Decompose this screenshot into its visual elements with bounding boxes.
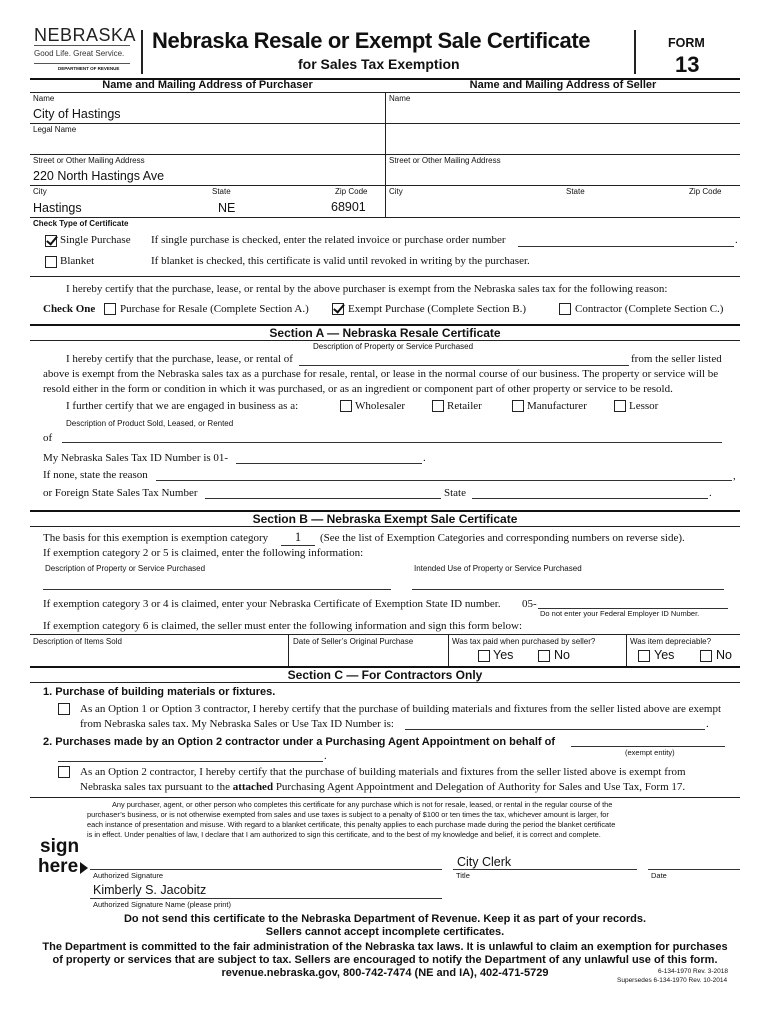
col-items-header: Description of Items Sold — [33, 637, 122, 646]
cat25-use-line[interactable] — [412, 589, 724, 590]
wholesaler-checkbox[interactable] — [340, 400, 352, 412]
blanket-text: If blanket is checked, this certificate is valid until revoked in writing by the purchaser. — [151, 255, 530, 267]
authorized-signature-line[interactable] — [90, 869, 442, 870]
tax-id-label: My Nebraska Sales Tax ID Number is 01- — [43, 452, 229, 464]
purchaser-name-field[interactable]: City of Hastings — [33, 107, 121, 121]
form-number: 13 — [675, 52, 700, 77]
fein-note: Do not enter your Federal Employer ID Number. — [540, 609, 700, 618]
form-revision: 6-134-1970 Rev. 3-2018 — [658, 968, 728, 975]
purchaser-city-label: City — [33, 187, 47, 196]
authorized-signature-label: Authorized Signature — [93, 871, 164, 880]
seller-zip-label: Zip Code — [689, 187, 722, 196]
foreign-state-label: State — [444, 487, 466, 499]
penalty-line1: Any purchaser, agent, or other person who completes this certificate for any purchase which is not for resale, leased, or rental in the regular course of the — [112, 800, 613, 809]
section-a-property-line[interactable] — [299, 365, 629, 366]
seller-name-label: Name — [389, 94, 411, 103]
exempt-option-checkbox[interactable] — [332, 303, 344, 315]
tax-paid-no-checkbox[interactable] — [538, 650, 550, 662]
title-field[interactable]: City Clerk — [457, 855, 512, 869]
printed-name-label: Authorized Signature Name (please print) — [93, 900, 231, 909]
cat25-text: If exemption category 2 or 5 is claimed, enter the following information: — [43, 547, 364, 559]
tax-id-line[interactable] — [236, 463, 422, 464]
resale-option-label: Purchase for Resale (Complete Section A.) — [120, 303, 309, 315]
of-label: of — [43, 432, 53, 444]
section-a-line2: above is exempt from the Nebraska sales tax as a purchase for resale, rental, or lease in the normal course of our business. The property or service will be — [43, 368, 719, 380]
exempt-option-label: Exempt Purchase (Complete Section B.) — [348, 303, 527, 315]
reason-line[interactable] — [156, 480, 732, 481]
section-c-p1-line1: As an Option 1 or Option 3 contractor, I hereby certify that the purchase of building materials and fixtures from the seller listed above are exempt — [80, 703, 722, 715]
reason-text: I hereby certify that the purchase, lease, or rental by the above purchaser is exempt from the Nebraska sales tax for the following reason: — [66, 283, 668, 295]
certificate-type-heading: Check Type of Certificate — [33, 219, 129, 228]
section-c-p2-line1: As an Option 2 contractor, I hereby certify that the purchase of building materials and fixtures from the seller listed above is exempt from — [80, 766, 686, 778]
wholesaler-label: Wholesaler — [355, 400, 406, 412]
retailer-label: Retailer — [447, 400, 482, 412]
tax-paid-yes-label: Yes — [493, 648, 514, 662]
page-title: Nebraska Resale or Exempt Sale Certificate — [152, 28, 591, 53]
resale-option-checkbox[interactable] — [104, 303, 116, 315]
manufacturer-label: Manufacturer — [527, 400, 587, 412]
single-purchase-label: Single Purchase — [60, 234, 131, 246]
seller-state-label: State — [566, 187, 585, 196]
section-a-title: Section A — Nebraska Resale Certificate — [269, 326, 501, 340]
footer-line4: of property or services that are subject to tax. Sellers are encouraged to notify the Department of any unlawful use of this form. — [52, 954, 718, 966]
blanket-label: Blanket — [60, 255, 95, 267]
lessor-checkbox[interactable] — [614, 400, 626, 412]
contractor-option-label: Contractor (Complete Section C.) — [575, 303, 724, 315]
basis-end: (See the list of Exemption Categories and corresponding numbers on reverse side). — [320, 532, 685, 544]
check-one-label: Check One — [43, 303, 96, 315]
product-line[interactable] — [62, 442, 722, 443]
form-supersedes: Supersedes 6-134-1970 Rev. 10-2014 — [617, 977, 728, 984]
purchaser-zip-field[interactable]: 68901 — [331, 200, 366, 214]
depreciable-no-checkbox[interactable] — [700, 650, 712, 662]
logo-name: NEBRASKA — [34, 25, 137, 45]
section-b-title: Section B — Nebraska Exempt Sale Certificate — [252, 512, 518, 526]
printed-name-field[interactable]: Kimberly S. Jacobitz — [93, 883, 207, 897]
logo-dept: DEPARTMENT OF REVENUE — [58, 66, 120, 71]
footer-line1: Do not send this certificate to the Nebraska Department of Revenue. Keep it as part of your records. — [123, 913, 646, 925]
section-a-line1-end: from the seller listed — [631, 353, 722, 365]
foreign-tax-label: or Foreign State Sales Tax Number — [43, 487, 198, 499]
tax-paid-no-label: No — [554, 648, 570, 662]
exempt-entity-line-2[interactable] — [58, 761, 323, 762]
section-a-line1-start: I hereby certify that the purchase, lease, or rental of — [66, 353, 293, 365]
col-date-header: Date of Seller’s Original Purchase — [293, 637, 414, 646]
purchaser-state-field[interactable]: NE — [218, 201, 236, 215]
depreciable-yes-checkbox[interactable] — [638, 650, 650, 662]
cat25-desc-caption: Description of Property or Service Purchased — [45, 564, 206, 573]
cat34-text: If exemption category 3 or 4 is claimed, enter your Nebraska Certificate of Exemption State ID number. — [43, 598, 501, 610]
prefix-05: 05- — [522, 598, 537, 610]
footer-line2: Sellers cannot accept incomplete certificates. — [265, 926, 505, 938]
section-c-p2-heading: 2. Purchases made by an Option 2 contractor under a Purchasing Agent Appointment on behalf of — [43, 736, 555, 748]
purchaser-street-field[interactable]: 220 North Hastings Ave — [33, 169, 165, 183]
form-label: FORM — [668, 36, 705, 50]
purchaser-zip-label: Zip Code — [335, 187, 368, 196]
cat25-use-caption: Intended Use of Property or Service Purchased — [414, 564, 582, 573]
exempt-entity-line[interactable] — [571, 746, 725, 747]
cat25-desc-line[interactable] — [43, 589, 391, 590]
section-c-p1-line2: from Nebraska sales tax. My Nebraska Sales or Use Tax ID Number is: — [80, 718, 394, 730]
purchaser-city-field[interactable]: Hastings — [33, 201, 82, 215]
purchaser-legal-name-label: Legal Name — [33, 125, 77, 134]
cat6-text: If exemption category 6 is claimed, the seller must enter the following information and sign this form below: — [43, 620, 522, 632]
blanket-checkbox[interactable] — [45, 256, 57, 268]
col-dep-header: Was item depreciable? — [630, 637, 712, 646]
seller-street-label: Street or Other Mailing Address — [389, 156, 501, 165]
section-a-line3: resold either in the form or condition in which it was purchased, or as an ingredient or component part of other property or service to be resold. — [43, 383, 673, 395]
date-label: Date — [651, 871, 667, 880]
retailer-checkbox[interactable] — [432, 400, 444, 412]
seller-heading: Name and Mailing Address of Seller — [469, 79, 657, 91]
product-caption: Description of Product Sold, Leased, or Rented — [66, 419, 234, 428]
section-a-desc-caption: Description of Property or Service Purchased — [313, 342, 474, 351]
single-purchase-checkbox[interactable] — [45, 235, 57, 247]
purchaser-name-label: Name — [33, 94, 55, 103]
penalty-line4: is in effect. Under penalties of law, I declare that I am authorized to sign this certificate, and to the best of my knowledge and belief, it is correct and complete. — [87, 830, 601, 839]
foreign-tax-line[interactable] — [205, 498, 441, 499]
depreciable-yes-label: Yes — [654, 648, 675, 662]
contractor-option-checkbox[interactable] — [559, 303, 571, 315]
exempt-entity-caption: (exempt entity) — [625, 748, 675, 757]
sign-label: sign — [40, 836, 80, 857]
depreciable-no-label: No — [716, 648, 732, 662]
purchaser-state-label: State — [212, 187, 231, 196]
manufacturer-checkbox[interactable] — [512, 400, 524, 412]
basis-start: The basis for this exemption is exemption category — [43, 532, 269, 544]
footer-contact: revenue.nebraska.gov, 800-742-7474 (NE and IA), 402-471-5729 — [221, 967, 549, 979]
option1-checkbox[interactable] — [58, 703, 70, 715]
contractor-tax-id-line[interactable] — [405, 729, 705, 730]
invoice-number-line[interactable] — [518, 246, 734, 247]
single-purchase-text: If single purchase is checked, enter the related invoice or purchase order number — [151, 234, 506, 246]
page-subtitle: for Sales Tax Exemption — [298, 56, 460, 72]
foreign-state-line[interactable] — [472, 498, 708, 499]
lessor-label: Lessor — [629, 400, 659, 412]
date-line[interactable] — [648, 869, 740, 870]
section-a-engaged: I further certify that we are engaged in business as a: — [66, 400, 299, 412]
purchaser-heading: Name and Mailing Address of Purchaser — [102, 79, 313, 91]
option2-checkbox[interactable] — [58, 766, 70, 778]
if-none-label: If none, state the reason — [43, 469, 148, 481]
penalty-line3: each instance of presentation and misuse. With regard to a blanket certificate, this penalty applies to each purchase made during the period the blanket certificate — [87, 820, 616, 829]
footer-line3: The Department is committed to the fair administration of the Nebraska tax laws. It is unlawful to claim an exemption for purchases — [42, 941, 728, 953]
penalty-line2: purchaser’s business, or is not otherwise exempted from sales and use taxes is subject to a penalty of $100 or ten times the tax, whichever amount is larger, for — [87, 810, 609, 819]
here-label: here — [38, 856, 79, 877]
logo-tagline: Good Life. Great Service. — [34, 49, 125, 58]
arrow-right-icon — [80, 862, 88, 874]
section-c-title: Section C — For Contractors Only — [287, 668, 483, 682]
section-c-p1-heading: 1. Purchase of building materials or fixtures. — [43, 686, 276, 698]
seller-city-label: City — [389, 187, 403, 196]
section-c-p2-line2: Nebraska sales tax pursuant to the attached Purchasing Agent Appointment and Delegation of Authority for Sales and Use Tax, Form 17. — [80, 781, 686, 793]
title-label: Title — [456, 871, 470, 880]
exemption-category-field[interactable]: 1 — [294, 530, 302, 544]
purchaser-street-label: Street or Other Mailing Address — [33, 156, 145, 165]
tax-paid-yes-checkbox[interactable] — [478, 650, 490, 662]
col-tax-header: Was tax paid when purchased by seller? — [452, 637, 596, 646]
